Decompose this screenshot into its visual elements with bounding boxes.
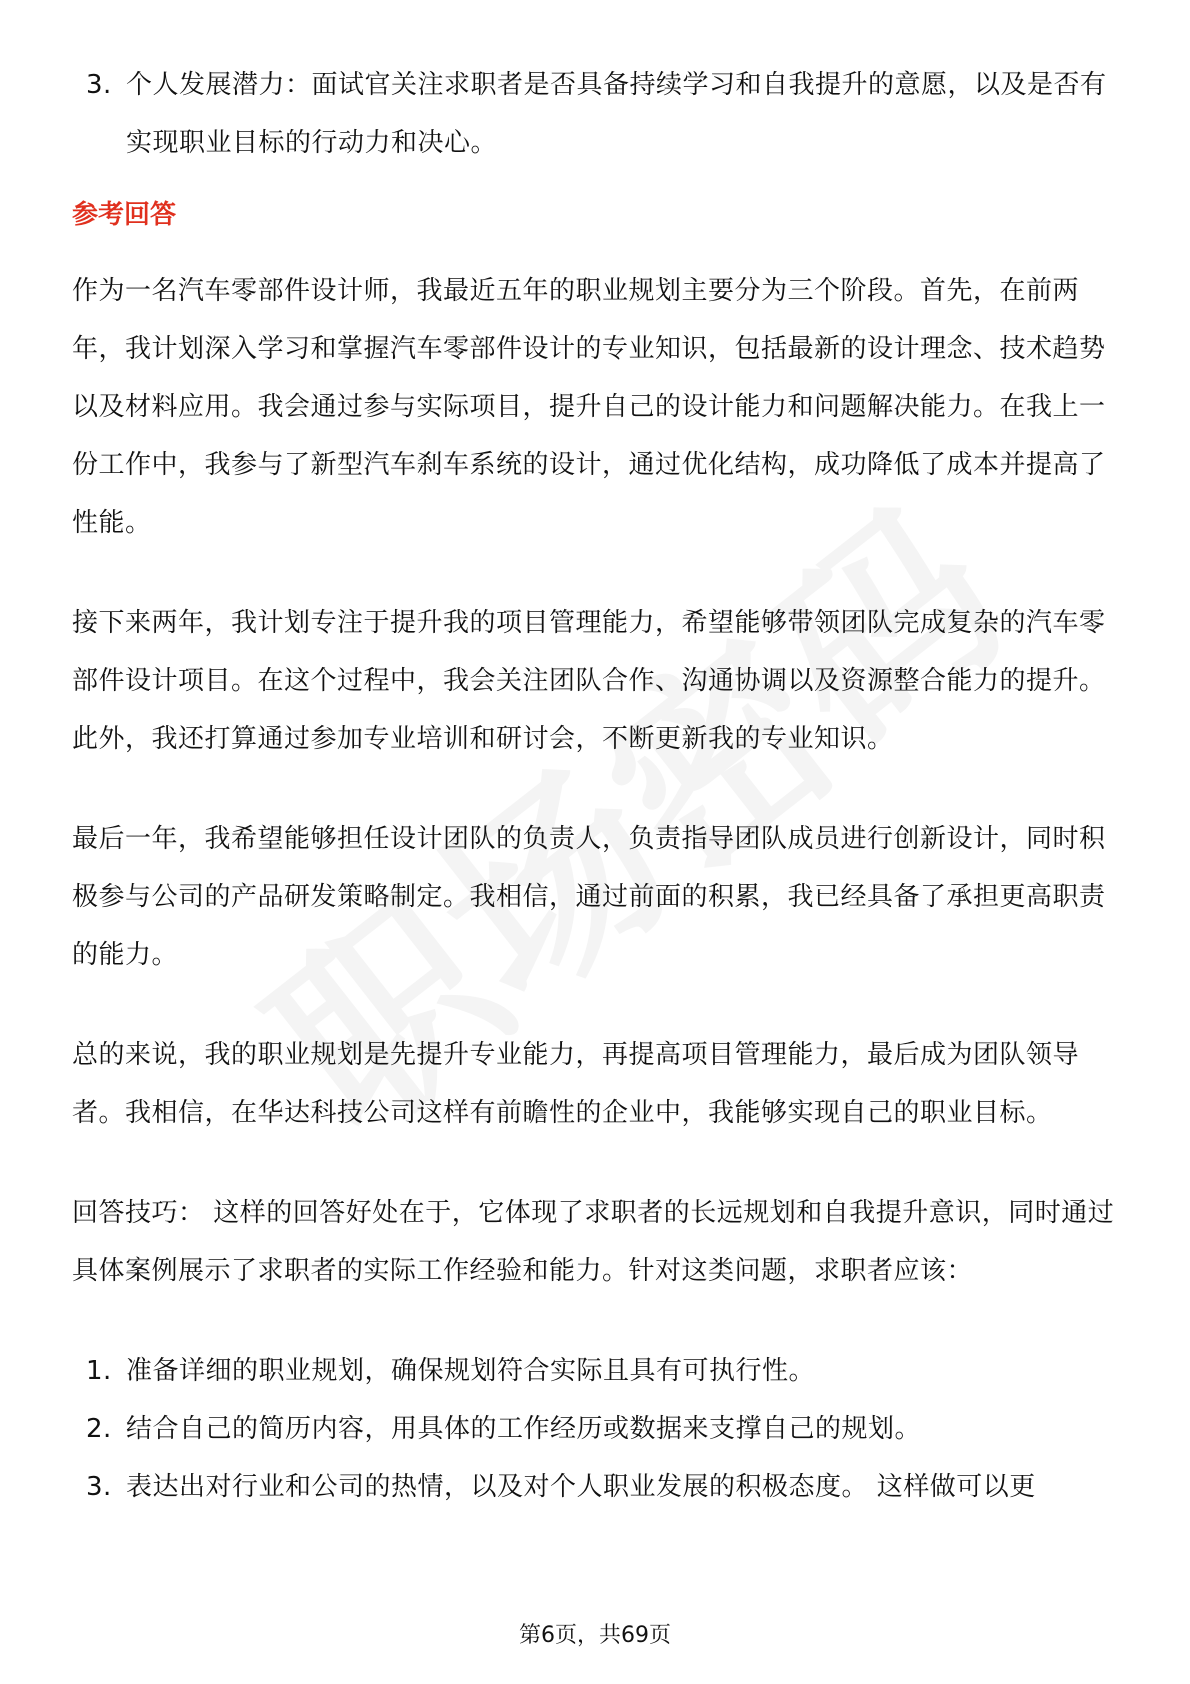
list-item-text: 个人发展潜力：面试官关注求职者是否具备持续学习和自我提升的意愿，以及是否有实现职业目标的行动力和决心。 [126, 70, 1107, 158]
answer-paragraph-1: 作为一名汽车零部件设计师，我最近五年的职业规划主要分为三个阶段。首先，在前两年，我计划深入学习和掌握汽车零部件设计的专业知识，包括最新的设计理念、技术趋势以及材料应用。我会通过参与实际项目，提升自己的设计能力和问题解决能力。在我上一份工作中，我参与了新型汽车刹车系统的设计，通过优化结构，成功降低了成本并提高了性能。 [72, 276, 1106, 538]
tips-paragraph: 回答技巧： 这样的回答好处在于，它体现了求职者的长远规划和自我提升意识，同时通过具体案例展示了求职者的实际工作经验和能力。针对这类问题，求职者应该： [72, 1198, 1115, 1286]
answer-paragraph-2: 接下来两年，我计划专注于提升我的项目管理能力，希望能够带领团队完成复杂的汽车零部件设计项目。在这个过程中，我会关注团队合作、沟通协调以及资源整合能力的提升。此外，我还打算通过参加专业培训和研讨会，不断更新我的专业知识。 [72, 608, 1106, 754]
criteria-list [72, 56, 1122, 172]
list-item-number: 3. [86, 70, 112, 100]
list-item [72, 1342, 1122, 1400]
list-item-number: 1. [86, 1356, 112, 1386]
list-item [72, 1400, 1122, 1458]
list-item-text: 结合自己的简历内容，用具体的工作经历或数据来支撑自己的规划。 [126, 1414, 922, 1444]
section-heading: 参考回答 [72, 200, 177, 230]
list-item-text: 准备详细的职业规划，确保规划符合实际且具有可执行性。 [126, 1356, 816, 1386]
answer-paragraph-4: 总的来说，我的职业规划是先提升专业能力，再提高项目管理能力，最后成为团队领导者。我相信，在华达科技公司这样有前瞻性的企业中，我能够实现自己的职业目标。 [72, 1040, 1080, 1128]
list-item-number: 2. [86, 1414, 112, 1444]
tips-list [72, 1342, 1122, 1516]
list-item [72, 1458, 1122, 1516]
page-number-footer: 第6页，共69页 [519, 1623, 671, 1648]
list-item-number: 3. [86, 1472, 112, 1502]
list-item-text: 表达出对行业和公司的热情，以及对个人职业发展的积极态度。 这样做可以更 [126, 1472, 1036, 1502]
list-item [72, 56, 1122, 172]
answer-paragraph-3: 最后一年，我希望能够担任设计团队的负责人，负责指导团队成员进行创新设计，同时积极参与公司的产品研发策略制定。我相信，通过前面的积累，我已经具备了承担更高职责的能力。 [72, 824, 1106, 970]
page-content [72, 56, 1122, 1516]
